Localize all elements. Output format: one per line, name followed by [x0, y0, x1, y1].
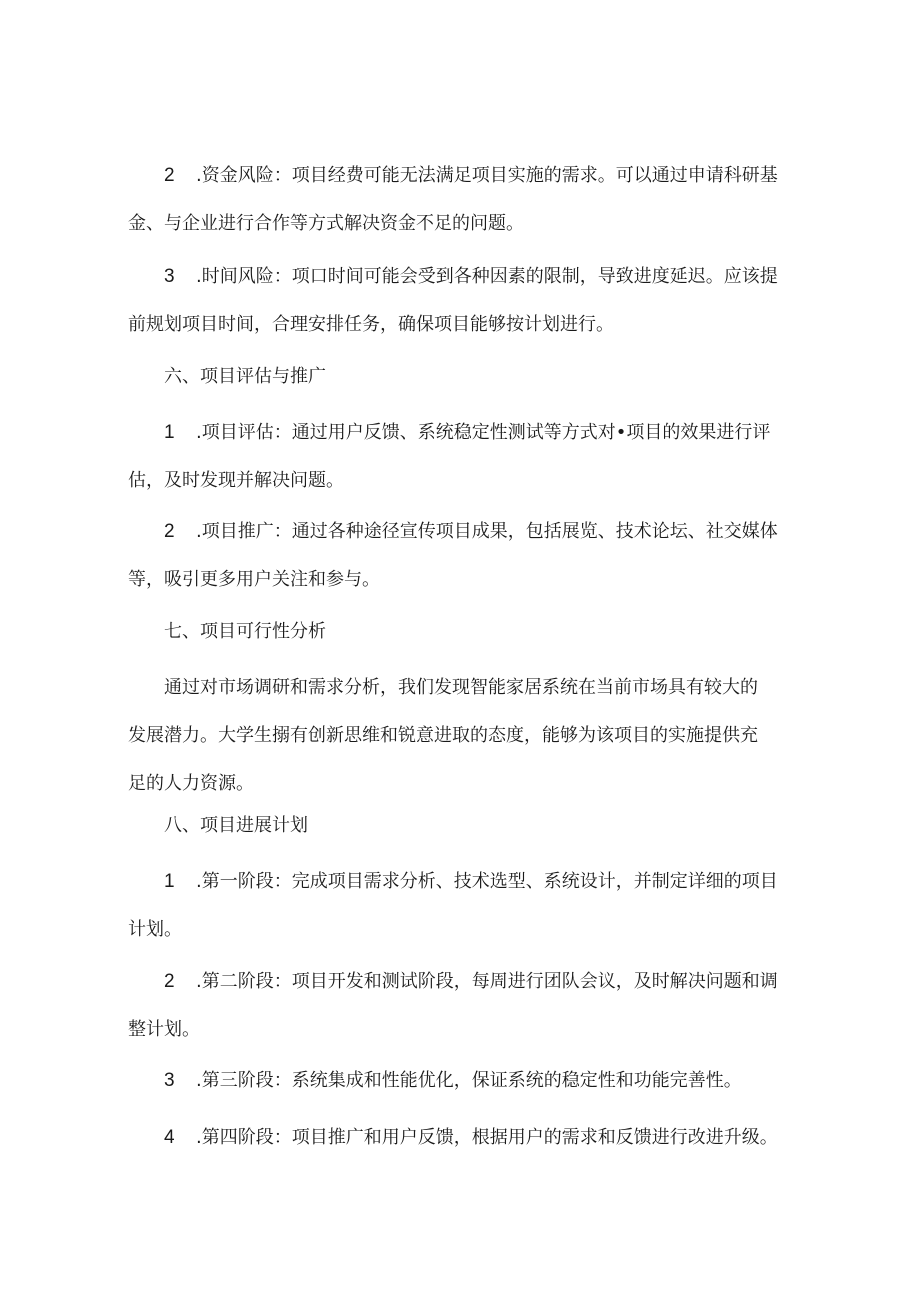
line-text: .资金风险：项目经费可能无法满足项目实施的需求。可以通过申请科研基 — [196, 165, 778, 186]
paragraph-line — [128, 152, 796, 200]
item-number: 1 — [164, 422, 175, 443]
promotion-item — [128, 508, 796, 604]
paragraph-line — [128, 508, 796, 556]
line-text: .第三阶段：系统集成和性能优化，保证系统的稳定性和功能完善性。 — [196, 1070, 742, 1091]
line-text: 足的人力资源。 — [128, 773, 254, 794]
paragraph-line — [128, 409, 796, 457]
line-text: 估，及时发现并解决问题。 — [128, 470, 344, 491]
schedule-phase-3 — [128, 1057, 796, 1105]
line-text: 等，吸引更多用户关注和参与。 — [128, 569, 380, 590]
feasibility-paragraph — [128, 664, 796, 808]
item-number: 3 — [164, 266, 175, 287]
item-number: 3 — [164, 1070, 175, 1091]
section-heading-evaluation: 六、项目评估与推广 — [164, 366, 326, 387]
line-text: .第四阶段：项目推广和用户反馈，根据用户的需求和反馈进行改进升级。 — [196, 1127, 778, 1148]
line-text: .项目评估：通过用户反馈、系统稳定性测试等方式对•项目的效果进行评 — [196, 422, 771, 443]
item-number: 1 — [164, 871, 175, 892]
line-text: .第二阶段：项目开发和测试阶段，每周进行团队会议，及时解决问题和调 — [196, 971, 778, 992]
schedule-phase-2 — [128, 958, 796, 1054]
section-heading-feasibility: 七、项目可行性分析 — [164, 621, 326, 642]
schedule-phase-4 — [128, 1114, 796, 1162]
line-text: .时间风险：项口时间可能会受到各种因素的限制，导致进度延迟。应该提 — [196, 266, 778, 287]
item-number: 2 — [164, 521, 175, 542]
risk-item-funding — [128, 152, 796, 248]
item-number: 4 — [164, 1127, 175, 1148]
paragraph-line — [128, 1057, 796, 1105]
line-text: .第一阶段：完成项目需求分析、技术选型、系统设计，并制定详细的项目 — [196, 871, 778, 892]
paragraph-line — [128, 253, 796, 301]
line-text: .项目推广：通过各种途径宣传项目成果，包括展览、技术论坛、社交媒体 — [196, 521, 778, 542]
line-text: 发展潜力。大学生搦有创新思维和锐意进取的态度，能够为该项目的实施提供充 — [128, 725, 758, 746]
item-number: 2 — [164, 165, 175, 186]
section-heading-schedule: 八、项目进展计划 — [164, 815, 308, 836]
paragraph-line — [128, 958, 796, 1006]
line-text: 通过对市场调研和需求分析，我们发现智能家居系统在当前市场具有较大的 — [164, 677, 758, 698]
item-number: 2 — [164, 971, 175, 992]
paragraph-line — [128, 858, 796, 906]
schedule-phase-1 — [128, 858, 796, 954]
evaluation-item — [128, 409, 796, 505]
paragraph-line — [128, 1114, 796, 1162]
line-text: 计划。 — [128, 919, 182, 940]
risk-item-time — [128, 253, 796, 349]
line-text: 前规划项目时间，合理安排任务，确保项目能够按计划进行。 — [128, 314, 614, 335]
line-text: 整计划。 — [128, 1019, 200, 1040]
line-text: 金、与企业进行合作等方式解决资金不足的问题。 — [128, 213, 524, 234]
